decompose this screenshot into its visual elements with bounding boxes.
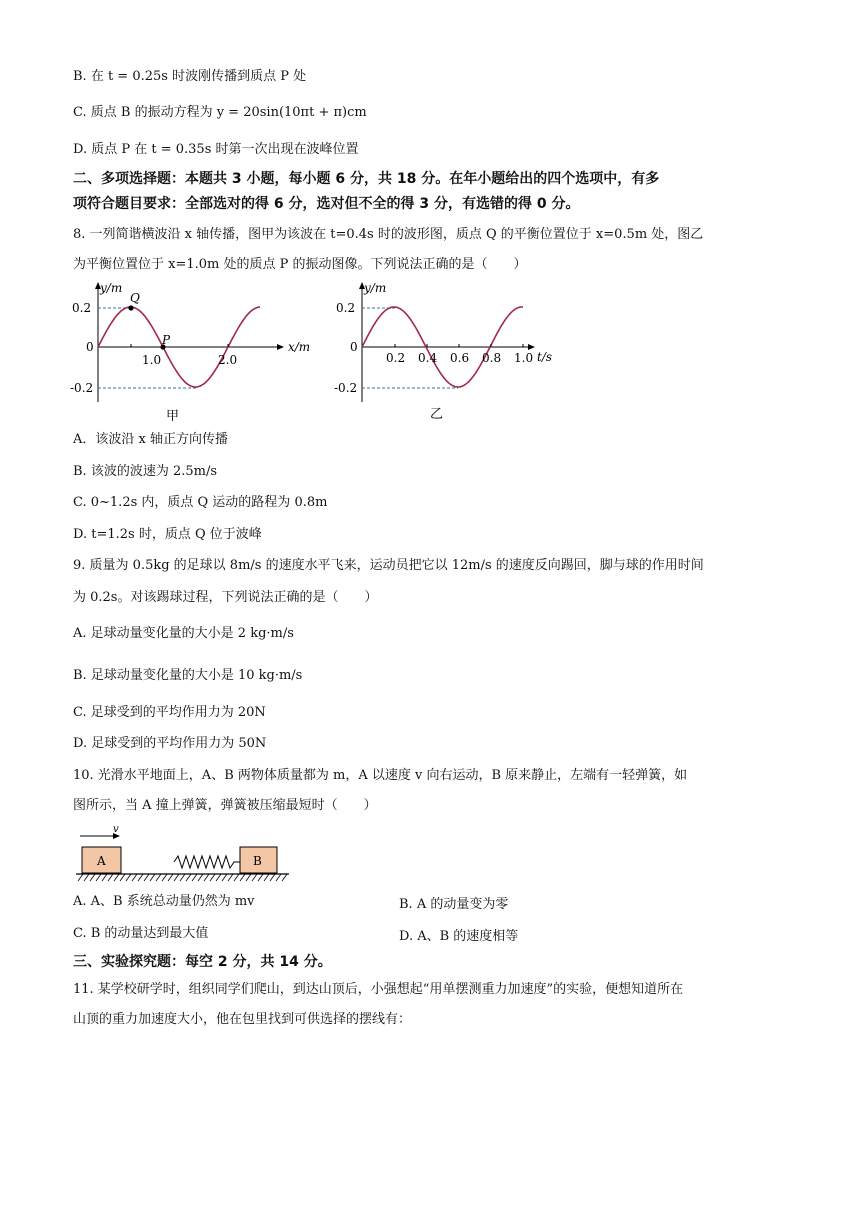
jia-caption: 甲 [166, 409, 180, 424]
section3-heading: 三、实验探究题：每空 2 分，共 14 分。 [73, 954, 332, 970]
point-q-dot [128, 305, 133, 310]
yi-x-tick-2: 0.4 [418, 351, 438, 365]
q8-option-a: A．该波沿 x 轴正方向传播 [73, 432, 228, 447]
q7-option-c: C. 质点 B 的振动方程为 y = 20sin(10πt + π)cm [73, 105, 367, 120]
q8-stem-line1: 8. 一列简谐横波沿 x 轴传播，图甲为该波在 t=0.4s 时的波形图，质点 Q 的平衡位置位于 x=0.5m 处，图乙 [73, 227, 704, 242]
q11-stem-line1: 11. 某学校研学时，组织同学们爬山，到达山顶后，小强想起“用单摆测重力加速度”的实验，便想知道所在 [73, 982, 684, 997]
q10-option-a: A. A、B 系统总动量仍然为 mv [73, 894, 255, 909]
yi-x-tick-1: 0.2 [386, 351, 406, 365]
jia-y-tick-bottom: -0.2 [70, 381, 94, 395]
jia-y-tick-top: 0.2 [72, 301, 92, 315]
q10-stem-line2: 图所示，当 A 撞上弹簧，弹簧被压缩最短时（ ） [73, 798, 377, 813]
yi-x-label: t/s [537, 350, 553, 364]
section2-heading-line2: 项符合题目要求：全部选对的得 6 分，选对但不全的得 3 分，有选错的得 0 分。 [73, 196, 580, 212]
block-b-label: B [253, 854, 262, 868]
yi-y-tick-zero: 0 [350, 340, 358, 354]
figure-jia-wave-graph [70, 280, 320, 425]
jia-x-tick-2: 2.0 [218, 353, 238, 367]
q11-stem-line2: 山顶的重力加速度大小，他在包里找到可供选择的摆线有： [73, 1012, 412, 1027]
yi-y-tick-top: 0.2 [336, 301, 356, 315]
q8-option-b: B. 该波的波速为 2.5m/s [73, 464, 218, 479]
yi-y-label: y/m [364, 281, 387, 295]
q10-option-c: C. B 的动量达到最大值 [73, 926, 209, 941]
q8-option-d: D. t=1.2s 时，质点 Q 位于波峰 [73, 527, 262, 542]
q9-option-b: B. 足球动量变化量的大小是 10 kg·m/s [73, 668, 303, 683]
q7-option-d: D. 质点 P 在 t = 0.35s 时第一次出现在波峰位置 [73, 142, 359, 157]
block-a-label: A [97, 854, 106, 868]
figure-yi-vibration-graph [330, 280, 560, 425]
q9-option-d: D. 足球受到的平均作用力为 50N [73, 736, 267, 751]
jia-y-tick-zero: 0 [86, 340, 94, 354]
yi-caption: 乙 [430, 407, 444, 422]
jia-label-q: Q [130, 291, 140, 305]
yi-x-tick-3: 0.6 [450, 351, 470, 365]
yi-x-tick-4: 0.8 [482, 351, 502, 365]
q10-option-d: D. A、B 的速度相等 [399, 929, 519, 944]
q7-option-b: B. 在 t = 0.25s 时波刚传播到质点 P 处 [73, 69, 307, 84]
jia-y-label: y/m [100, 281, 123, 295]
q9-stem-line1: 9. 质量为 0.5kg 的足球以 8m/s 的速度水平飞来，运动员把它以 12m/s 的速度反向踢回，脚与球的作用时间 [73, 558, 704, 573]
jia-x-tick-1: 1.0 [142, 353, 162, 367]
jia-x-label: x/m [288, 340, 311, 354]
figure-blocks-spring [74, 822, 294, 884]
q10-option-b: B. A 的动量变为零 [399, 897, 509, 912]
yi-x-tick-5: 1.0 [514, 351, 534, 365]
q8-option-c: C. 0~1.2s 内，质点 Q 运动的路程为 0.8m [73, 495, 328, 510]
yi-y-tick-bottom: -0.2 [334, 381, 358, 395]
q10-stem-line1: 10. 光滑水平地面上，A、B 两物体质量都为 m，A 以速度 v 向右运动，B 原来静止，左端有一轻弹簧，如 [73, 768, 688, 783]
jia-label-p: P [162, 333, 171, 347]
ground-hatching [78, 874, 287, 881]
q8-stem-line2: 为平衡位置位于 x=1.0m 处的质点 P 的振动图像。下列说法正确的是（ ） [73, 257, 527, 272]
q9-option-a: A. 足球动量变化量的大小是 2 kg·m/s [73, 626, 294, 641]
q9-option-c: C. 足球受到的平均作用力为 20N [73, 705, 266, 720]
q9-stem-line2: 为 0.2s。对该踢球过程，下列说法正确的是（ ） [73, 590, 378, 605]
section2-heading-line1: 二、多项选择题：本题共 3 小题，每小题 6 分，共 18 分。在年小题给出的四个选项中，有多 [73, 171, 660, 187]
velocity-label: v [113, 824, 119, 835]
spring [174, 856, 240, 868]
